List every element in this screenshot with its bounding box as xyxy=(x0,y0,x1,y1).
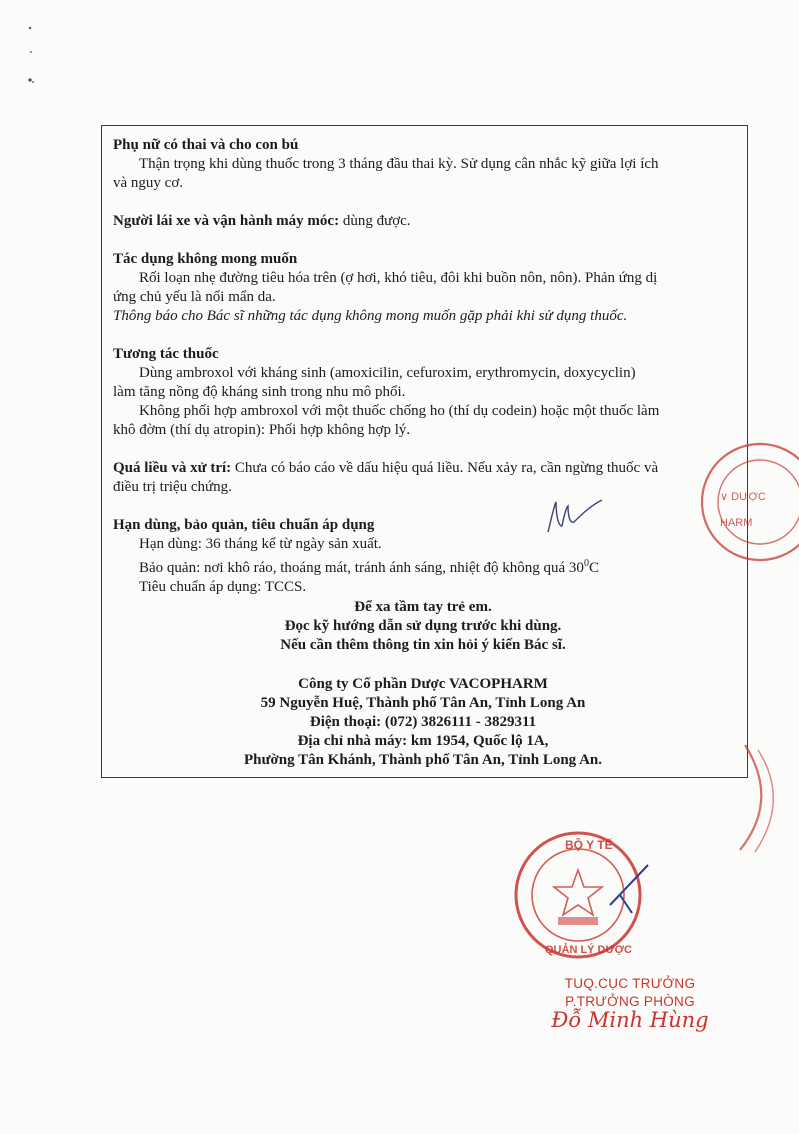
interactions-text-3: Không phối hợp ambroxol với một thuốc chống ho (thí dụ codein) hoặc một thuốc làm xyxy=(139,403,660,419)
pregnancy-text-1: Thận trọng khi dùng thuốc trong 3 tháng đầu thai kỳ. Sử dụng cân nhắc kỹ giữa lợi ích xyxy=(139,156,659,172)
driving-section xyxy=(113,212,733,231)
storage-conditions-text: Bảo quản: nơi khô ráo, thoáng mát, tránh ánh sáng, nhiệt độ không quá $30^0C$ xyxy=(139,558,599,576)
factory-address-2: Phường Tân Khánh, Thành phố Tân An, Tỉnh Long An. xyxy=(243,752,603,768)
side-effects-text-1: Rối loạn nhẹ đường tiêu hóa trên (ợ hơi, khó tiêu, đôi khi buồn nôn, nôn). Phản ứng dị xyxy=(139,270,658,286)
svg-text:HARM: HARM xyxy=(720,517,753,529)
company-name: Công ty Cổ phần Dược VACOPHARM xyxy=(298,676,548,692)
warning-read-instructions: Đọc kỹ hướng dẫn sử dụng trước khi dùng. xyxy=(284,618,562,634)
warning-consult-doctor: Nếu cần thêm thông tin xin hỏi ý kiến Bác sĩ. xyxy=(280,637,566,653)
scan-marks xyxy=(22,20,42,90)
overdose-text-1: Chưa có báo cáo về dấu hiệu quá liều. Nếu xảy ra, cần ngừng thuốc và xyxy=(234,460,659,476)
interactions-heading: Tương tác thuốc xyxy=(113,346,219,362)
driving-text: dùng được. xyxy=(342,213,411,229)
ministry-seal xyxy=(510,825,650,965)
company-phone: Điện thoại: (072) 3826111 - 3829311 xyxy=(309,714,537,730)
overdose-text-2: điều trị triệu chứng. xyxy=(113,479,232,495)
pregnancy-heading: Phụ nữ có thai và cho con bú xyxy=(113,137,299,153)
handwritten-initials xyxy=(540,496,610,541)
side-effects-text-2: ứng chủ yếu là nổi mẩn da. xyxy=(113,289,276,305)
factory-address-1: Địa chỉ nhà máy: km 1954, Quốc lộ 1A, xyxy=(297,733,549,749)
company-address: 59 Nguyễn Huệ, Thành phố Tân An, Tỉnh Long An xyxy=(260,695,586,711)
side-effects-heading: Tác dụng không mong muốn xyxy=(113,251,298,267)
svg-text:QUẢN LÝ DƯỢC: QUẢN LÝ DƯỢC xyxy=(545,944,632,956)
storage-heading: Hạn dùng, bảo quản, tiêu chuẩn áp dụng xyxy=(113,517,375,533)
warnings-section xyxy=(113,598,733,655)
company-section xyxy=(113,675,733,770)
approval-titles xyxy=(520,975,740,1011)
storage-section xyxy=(113,516,733,597)
warning-children: Để xa tầm tay trẻ em. xyxy=(354,599,492,615)
side-effects-note: Thông báo cho Bác sĩ những tác dụng không mong muốn gặp phải khi sử dụng thuốc. xyxy=(113,308,628,324)
interactions-text-2: làm tăng nồng độ kháng sinh trong nhu mô phổi. xyxy=(113,384,406,400)
standard-text: Tiêu chuẩn áp dụng: TCCS. xyxy=(139,579,307,595)
driving-heading: Người lái xe và vận hành máy móc: xyxy=(113,213,340,229)
interactions-section xyxy=(113,345,733,440)
shelf-life-text: Hạn dùng: 36 tháng kể từ ngày sản xuất. xyxy=(139,536,382,552)
svg-text:BỘ Y TẾ: BỘ Y TẾ xyxy=(565,838,613,852)
overdose-heading: Quá liều và xử trí: xyxy=(113,460,232,476)
pregnancy-section xyxy=(113,136,733,193)
approval-title-2: P.TRƯỞNG PHÒNG xyxy=(565,994,695,1009)
company-stamp-partial-lower xyxy=(710,740,799,860)
approval-signature-name: Đỗ Minh Hùng xyxy=(551,1008,709,1032)
interactions-text-4: khô đờm (thí dụ atropin): Phối hợp không hợp lý. xyxy=(113,422,411,438)
approval-title-1: TUQ.CỤC TRƯỞNG xyxy=(564,976,696,991)
leaflet-box xyxy=(101,125,748,778)
overdose-section xyxy=(113,459,733,497)
svg-text:∨ DƯỢC: ∨ DƯỢC xyxy=(720,491,766,503)
side-effects-section xyxy=(113,250,733,326)
interactions-text-1: Dùng ambroxol với kháng sinh (amoxicilin, cefuroxim, erythromycin, doxycyclin) xyxy=(139,365,636,381)
company-stamp-partial xyxy=(690,440,799,570)
pregnancy-text-2: và nguy cơ. xyxy=(113,175,183,191)
